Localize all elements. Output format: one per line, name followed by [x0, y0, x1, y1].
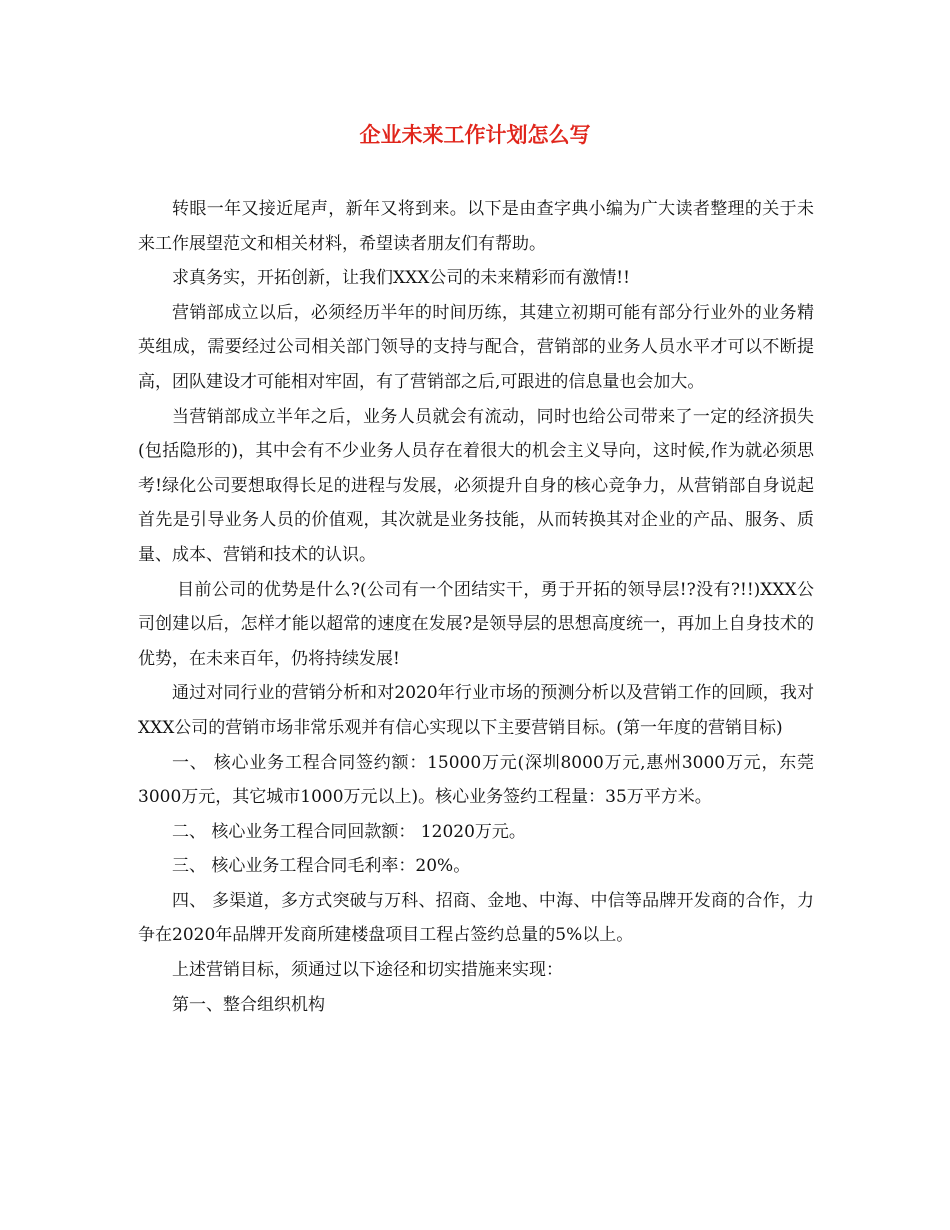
- document-title: 企业未来工作计划怎么写: [359, 122, 591, 147]
- paragraph: 二、 核心业务工程合同回款额： 12020万元。: [172, 821, 526, 842]
- paragraph: 转眼一年又接近尾声，新年又将到来。以下是由查字典小编为广大读者整理的关于未来工作展望范文和相关材料，希望读者朋友们有帮助。: [138, 199, 814, 254]
- paragraph: 目前公司的优势是什么?(公司有一个团结实干，勇于开拓的领导层!?没有?!!)XXX公司创建以后，怎样才能以超常的速度在发展?是领导层的思想高度统一，再加上自身技术的优势，在未来百年，仍将持续发展!: [138, 579, 814, 669]
- paragraph: 当营销部成立半年之后，业务人员就会有流动，同时也给公司带来了一定的经济损失(包括隐形的)，其中会有不少业务人员存在着很大的机会主义导向，这时候,作为就必须思考!绿化公司要想取得长足的进程与发展，必须提升自身的核心竞争力，从营销部自身说起首先是引导业务人员的价值观，其次就是业务技能，从而转换其对企业的产品、服务、质量、成本、营销和技术的认识。: [138, 406, 814, 565]
- paragraph: 求真务实，开拓创新，让我们XXX公司的未来精彩而有激情!!: [172, 268, 630, 289]
- paragraph: 通过对同行业的营销分析和对2020年行业市场的预测分析以及营销工作的回顾，我对XXX公司的营销市场非常乐观并有信心实现以下主要营销目标。(第一年度的营销目标): [138, 683, 814, 738]
- paragraph: 四、 多渠道，多方式突破与万科、招商、金地、中海、中信等品牌开发商的合作，力争在2020年品牌开发商所建楼盘项目工程占签约总量的5%以上。: [138, 890, 814, 946]
- paragraph: 上述营销目标，须通过以下途径和切实措施来实现：: [172, 960, 563, 981]
- paragraph: 第一、整合组织机构: [172, 994, 325, 1015]
- document-body: [138, 192, 814, 1022]
- paragraph: 一、 核心业务工程合同签约额：15000万元(深圳8000万元,惠州3000万元，东莞3000万元，其它城市1000万元以上)。核心业务签约工程量：35万平方米。: [138, 752, 814, 808]
- paragraph: 营销部成立以后，必须经历半年的时间历练，其建立初期可能有部分行业外的业务精英组成，需要经过公司相关部门领导的支持与配合，营销部的业务人员水平才可以不断提高，团队建设才可能相对牢固，有了营销部之后,可跟进的信息量也会加大。: [138, 302, 814, 392]
- paragraph: 三、 核心业务工程合同毛利率：20%。: [172, 856, 471, 877]
